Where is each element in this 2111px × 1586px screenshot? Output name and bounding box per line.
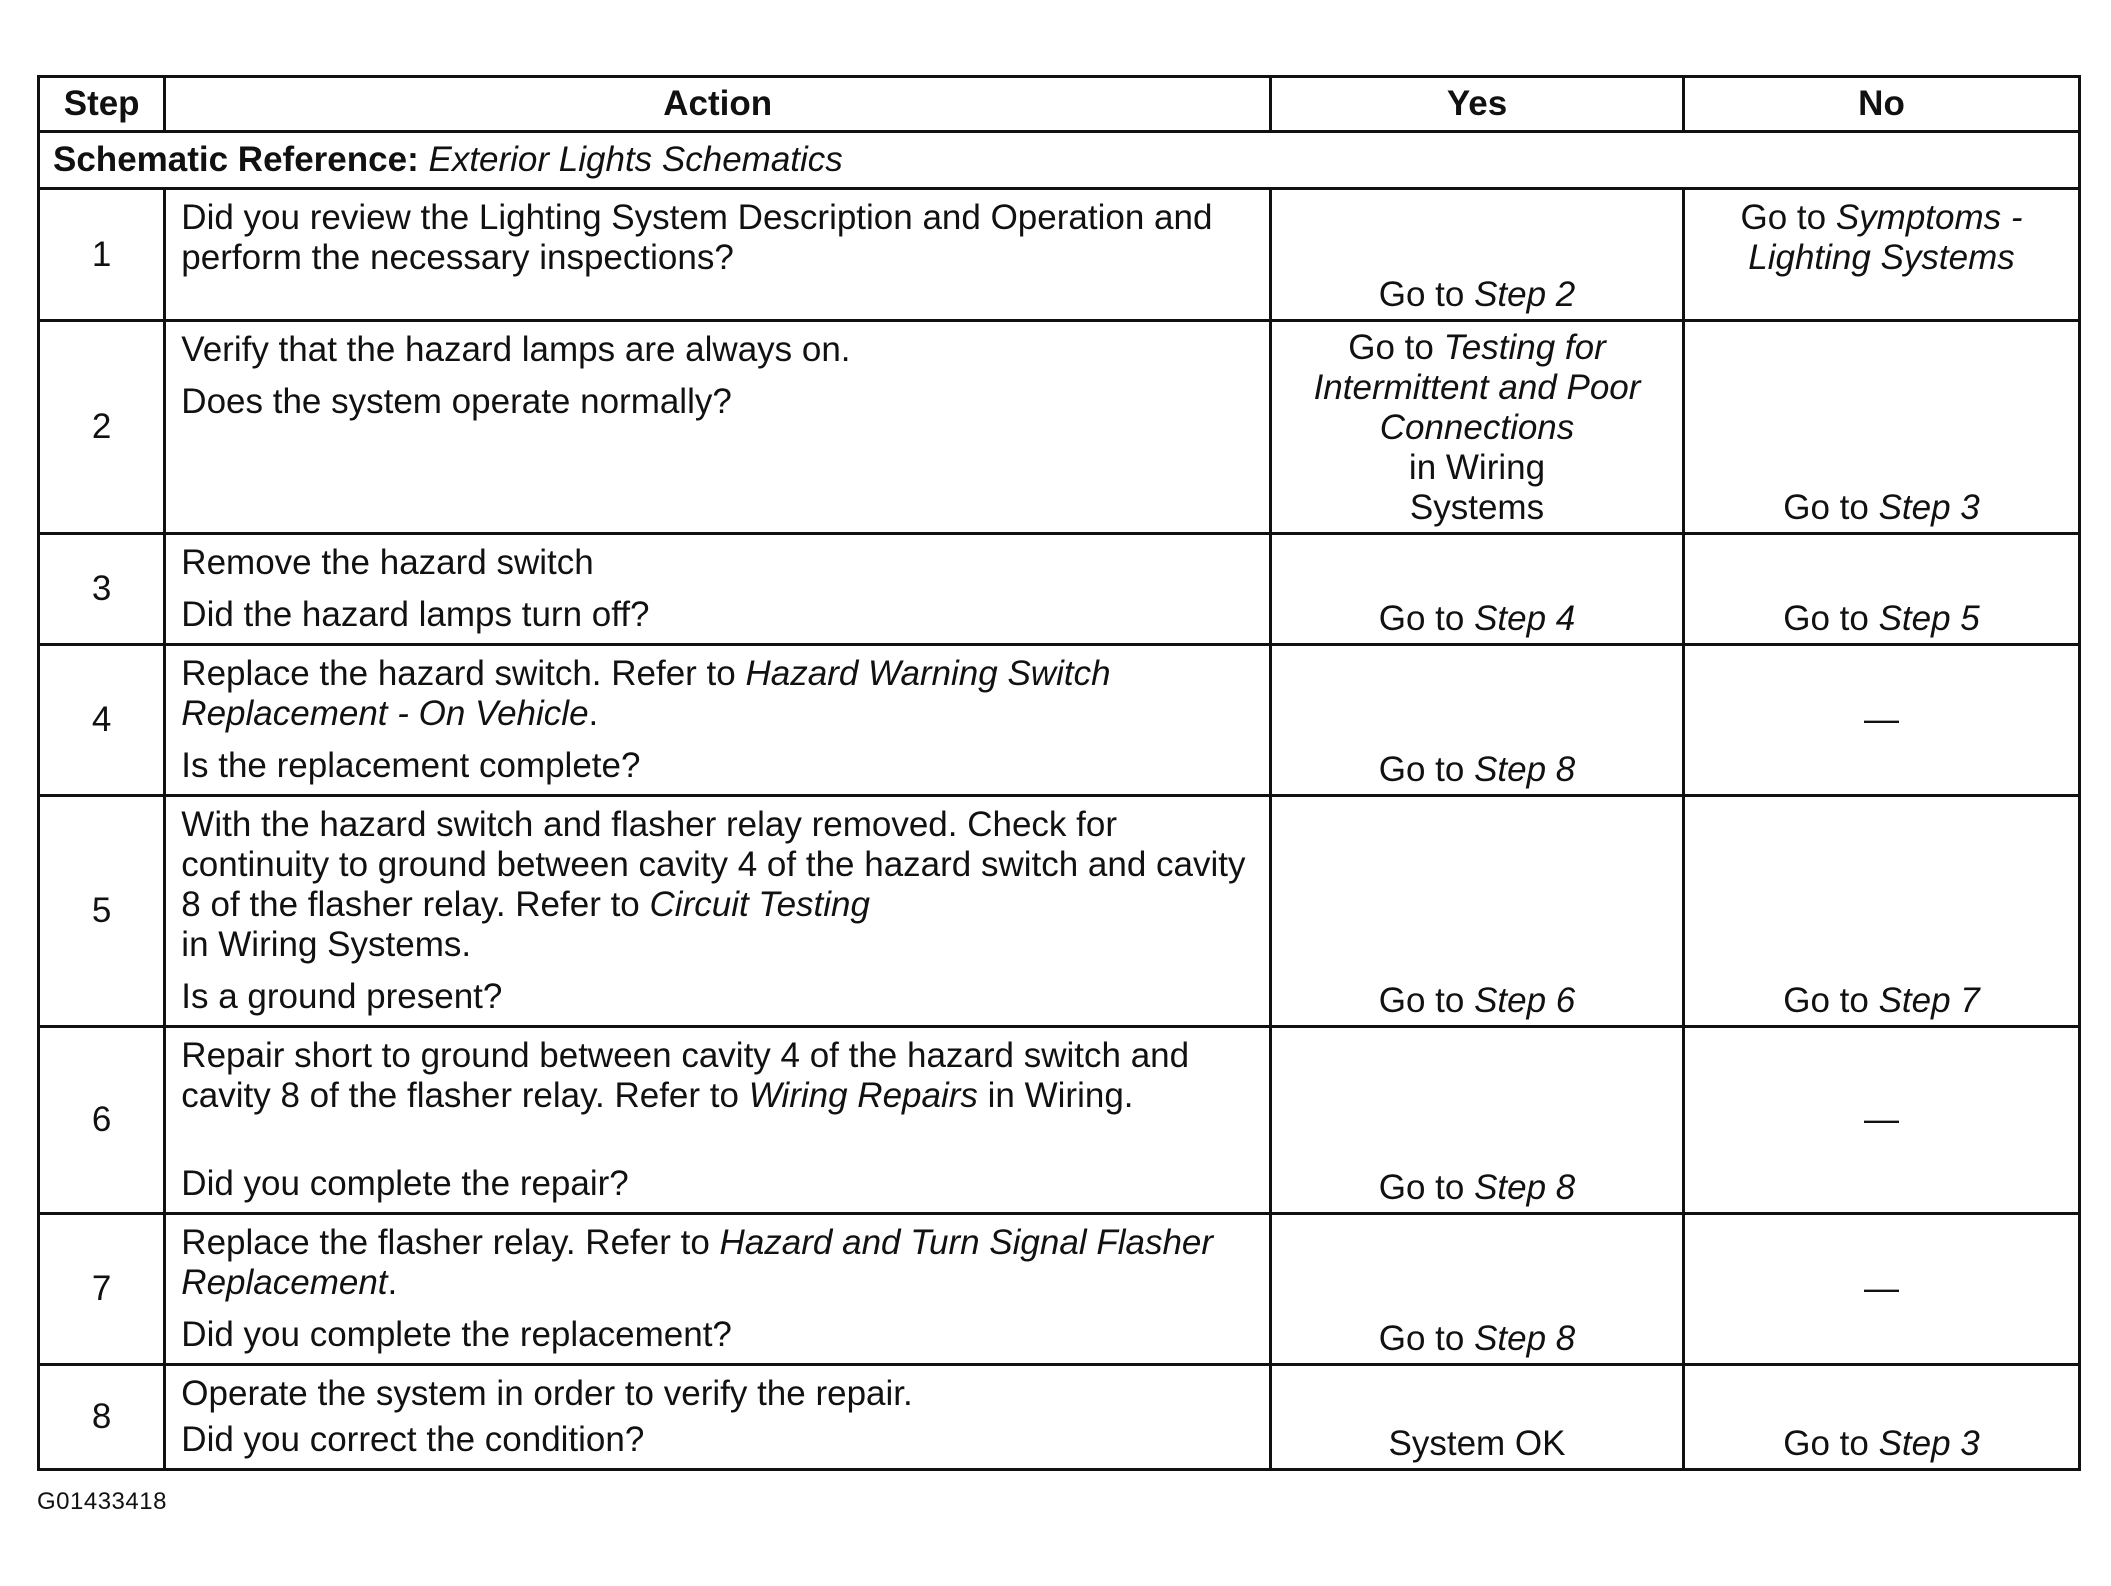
no-cell — [1684, 189, 2080, 321]
step-number: 4 — [39, 645, 165, 796]
table-row — [39, 645, 2080, 796]
yes-step-link: Step 8 — [1474, 1319, 1576, 1358]
yes-prefix: Go to — [1378, 981, 1465, 1020]
no-cell — [1684, 796, 2080, 1027]
header-no: No — [1684, 77, 2080, 132]
action-text-end: . — [588, 694, 599, 733]
action-text-end: in Wiring Systems. — [181, 925, 472, 964]
action-text-start: Replace the hazard switch. Refer to — [181, 654, 736, 693]
action-cell — [165, 1214, 1271, 1365]
yes-system-ok: System OK — [1388, 1424, 1566, 1463]
table-row — [39, 796, 2080, 1027]
action-cell — [165, 1365, 1271, 1470]
header-row — [39, 77, 2080, 132]
yes-prefix: Go to — [1378, 1319, 1465, 1358]
table-row — [39, 1027, 2080, 1214]
action-question: Did the hazard lamps turn off? — [181, 595, 650, 634]
diagnostic-table — [37, 75, 2081, 1471]
circuit-testing-link: Circuit Testing — [649, 885, 870, 924]
flasher-replacement-link: Hazard and Turn Signal Flasher Replacement — [181, 1223, 1214, 1302]
schematic-reference — [39, 132, 2080, 189]
yes-cell — [1271, 1027, 1684, 1214]
no-symptoms-link-cont: Lighting Systems — [1748, 238, 2015, 277]
yes-step-link: Step 8 — [1474, 1168, 1576, 1207]
no-step-link: Step 3 — [1878, 1424, 1980, 1463]
table-row — [39, 1214, 2080, 1365]
wiring-repairs-link: Wiring Repairs — [748, 1076, 978, 1115]
action-text: Operate the system in order to verify the repair. — [181, 1374, 913, 1413]
schematic-reference-link: Exterior Lights Schematics — [428, 140, 843, 179]
header-yes: Yes — [1271, 77, 1684, 132]
action-cell — [165, 796, 1271, 1027]
action-text — [181, 1036, 1257, 1116]
no-step-link: Step 7 — [1878, 981, 1980, 1020]
step-number: 6 — [39, 1027, 165, 1214]
yes-prefix: Go to — [1348, 328, 1434, 367]
no-prefix: Go to — [1783, 1424, 1869, 1463]
action-text: Did you review the Lighting System Description and Operation and perform the necessary inspections? — [181, 198, 1213, 277]
no-prefix: Go to — [1740, 198, 1827, 237]
yes-testing-link-cont: Intermittent and Poor — [1313, 368, 1641, 407]
no-cell — [1684, 645, 2080, 796]
table-row — [39, 189, 2080, 321]
table-row — [39, 1365, 2080, 1470]
schematic-reference-row — [39, 132, 2080, 189]
action-cell — [165, 645, 1271, 796]
no-step-link: Step 3 — [1878, 488, 1980, 527]
yes-cell — [1271, 1365, 1684, 1470]
figure-id: G01433418 — [37, 1488, 167, 1515]
yes-step-link: Step 2 — [1474, 275, 1576, 314]
step-number: 7 — [39, 1214, 165, 1365]
no-dash: — — [1864, 1269, 1899, 1308]
hazard-switch-replacement-link: Hazard Warning Switch Replacement - On Vehicle — [181, 654, 1111, 733]
yes-prefix: Go to — [1378, 750, 1465, 789]
step-number: 5 — [39, 796, 165, 1027]
yes-step-link: Step 8 — [1474, 750, 1576, 789]
no-cell — [1684, 1214, 2080, 1365]
yes-cell — [1271, 1214, 1684, 1365]
action-cell — [165, 1027, 1271, 1214]
yes-step-link: Step 6 — [1474, 981, 1576, 1020]
action-text-start: With the hazard switch and flasher relay removed. Check for continuity to ground between cavity 4 of the hazard switch and cavity 8 of the flasher relay. Refer to — [181, 805, 1246, 924]
action-question: Does the system operate normally? — [181, 382, 732, 421]
action-cell — [165, 321, 1271, 534]
yes-suffix: in Wiring — [1408, 448, 1546, 487]
action-text-end: . — [387, 1263, 398, 1302]
no-prefix: Go to — [1783, 488, 1869, 527]
header-step: Step — [39, 77, 165, 132]
action-question: Is a ground present? — [181, 977, 503, 1016]
action-text — [181, 654, 1257, 734]
yes-cell — [1271, 796, 1684, 1027]
yes-testing-link-end: Connections — [1379, 408, 1575, 447]
no-cell — [1684, 534, 2080, 645]
action-text-start: Replace the flasher relay. Refer to — [181, 1223, 710, 1262]
action-question: Is the replacement complete? — [181, 746, 641, 785]
no-cell — [1684, 1027, 2080, 1214]
table-row — [39, 321, 2080, 534]
step-number: 8 — [39, 1365, 165, 1470]
action-text-end: in Wiring. — [987, 1076, 1134, 1115]
no-symptoms-link: Symptoms - — [1835, 198, 2023, 237]
action-text-start: Repair short to ground between cavity 4 of the hazard switch and cavity 8 of the flasher relay. Refer to — [181, 1036, 1190, 1115]
no-step-link: Step 5 — [1878, 599, 1980, 638]
step-number: 3 — [39, 534, 165, 645]
no-dash: — — [1864, 1100, 1899, 1139]
yes-prefix: Go to — [1378, 275, 1465, 314]
yes-prefix: Go to — [1378, 599, 1465, 638]
no-prefix: Go to — [1783, 599, 1869, 638]
yes-testing-link: Testing for — [1443, 328, 1606, 367]
no-cell — [1684, 321, 2080, 534]
yes-cell — [1271, 321, 1684, 534]
yes-cell — [1271, 189, 1684, 321]
table-row — [39, 534, 2080, 645]
no-cell — [1684, 1365, 2080, 1470]
no-dash: — — [1864, 700, 1899, 739]
action-question: Did you correct the condition? — [181, 1420, 645, 1459]
step-number: 2 — [39, 321, 165, 534]
yes-suffix-cont: Systems — [1409, 488, 1545, 527]
header-action: Action — [165, 77, 1271, 132]
yes-cell — [1271, 645, 1684, 796]
action-cell — [165, 189, 1271, 321]
action-question: Did you complete the repair? — [181, 1164, 629, 1203]
yes-step-link: Step 4 — [1474, 599, 1576, 638]
action-text — [181, 1223, 1257, 1303]
schematic-reference-label: Schematic Reference: — [53, 140, 419, 179]
step-number: 1 — [39, 189, 165, 321]
action-cell — [165, 534, 1271, 645]
action-text: Remove the hazard switch — [181, 543, 594, 582]
action-question: Did you complete the replacement? — [181, 1315, 732, 1354]
no-prefix: Go to — [1783, 981, 1869, 1020]
action-text: Verify that the hazard lamps are always on. — [181, 330, 851, 369]
action-text — [181, 805, 1257, 965]
yes-cell — [1271, 534, 1684, 645]
yes-prefix: Go to — [1378, 1168, 1465, 1207]
